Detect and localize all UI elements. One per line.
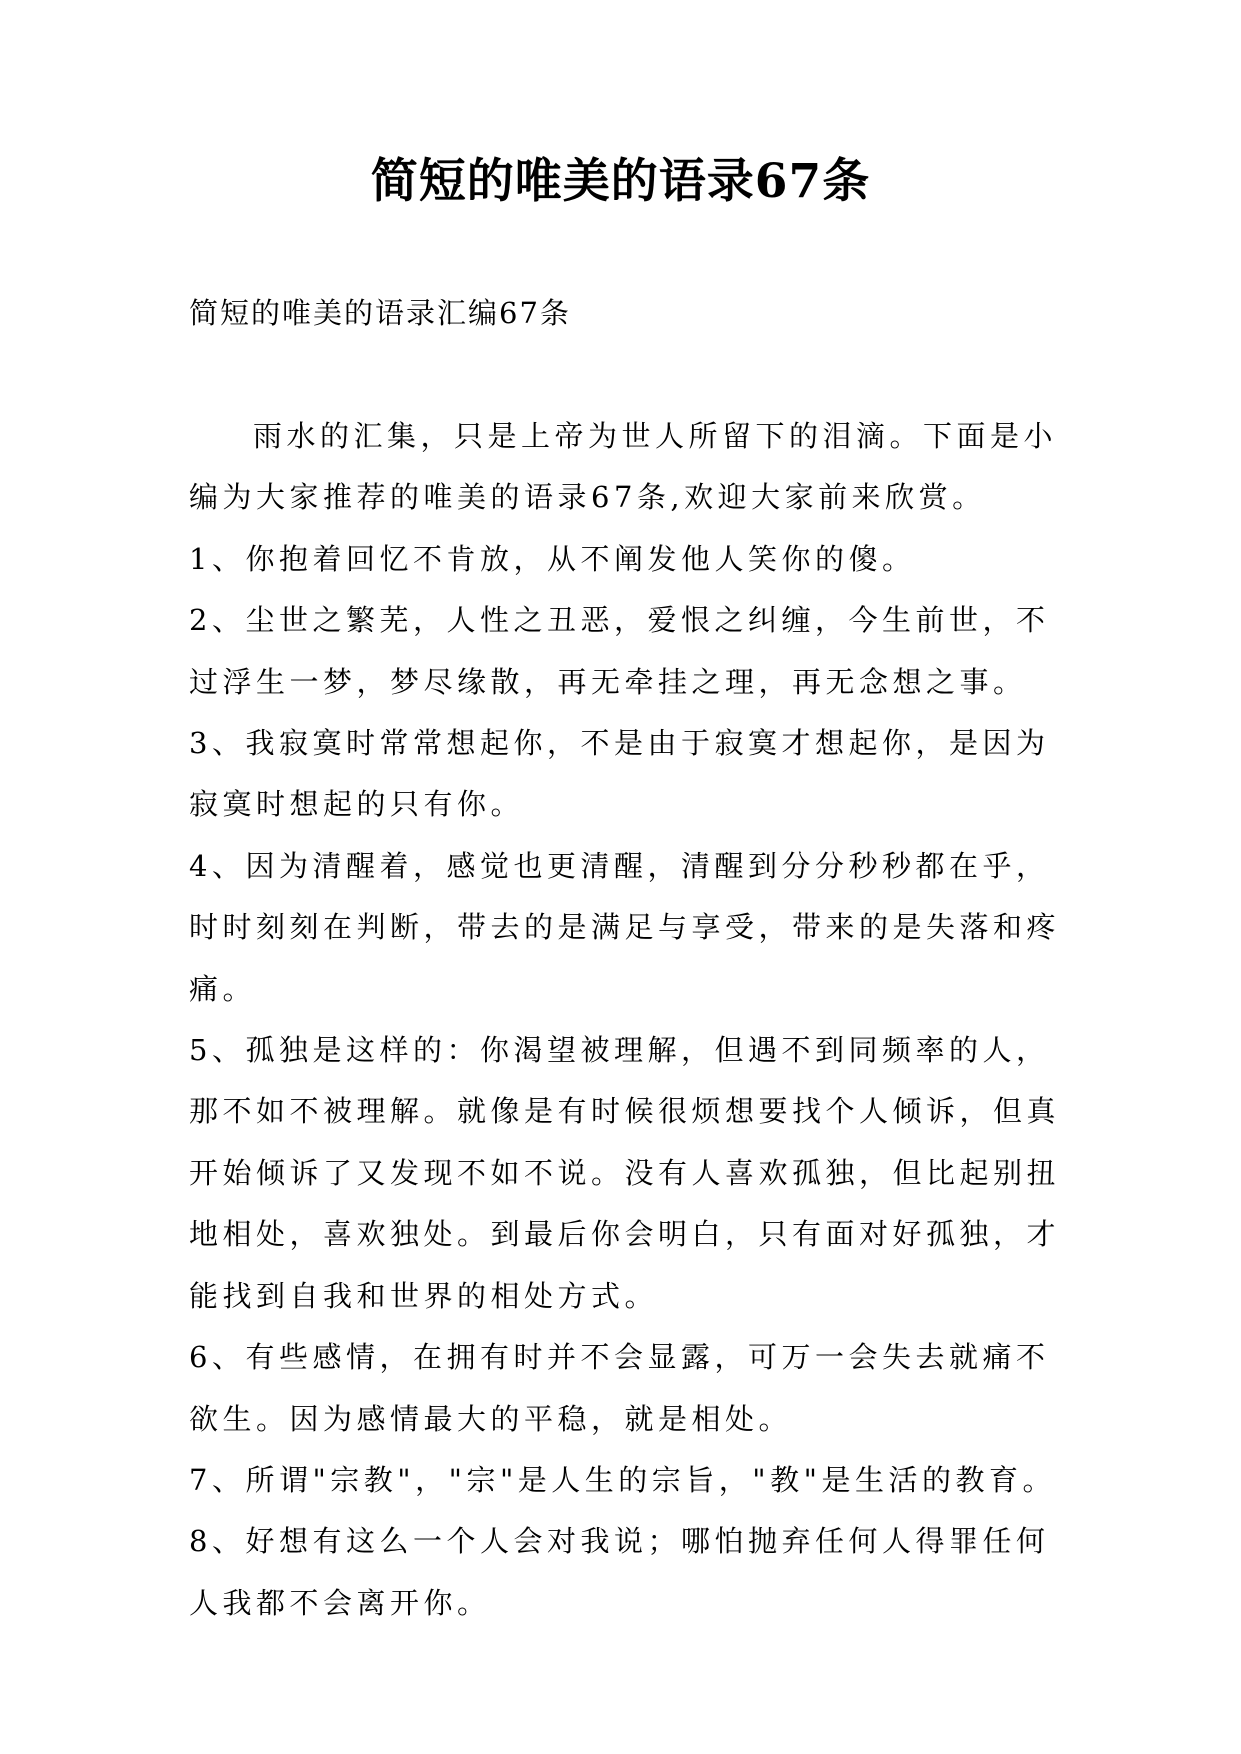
- quote-item-6: 6、有些感情，在拥有时并不会显露，可万一会失去就痛不欲生。因为感情最大的平稳，就是相处。: [189, 1340, 1050, 1436]
- document-body: [189, 406, 1069, 1634]
- quote-item-3: 3、我寂寞时常常想起你，不是由于寂寞才想起你，是因为寂寞时想起的只有你。: [189, 726, 1050, 822]
- quote-item-8: 8、好想有这么一个人会对我说；哪怕抛弃任何人得罪任何人我都不会离开你。: [189, 1524, 1050, 1620]
- quote-item-4: 4、因为清醒着，感觉也更清醒，清醒到分分秒秒都在乎，时时刻刻在判断，带去的是满足与享受，带来的是失落和疼痛。: [189, 848, 1061, 1006]
- quote-item-5: 5、孤独是这样的：你渴望被理解，但遇不到同频率的人，那不如不被理解。就像是有时候很烦想要找个人倾诉，但真开始倾诉了又发现不如不说。没有人喜欢孤独，但比起别扭地相处，喜欢独处。到最后你会明白，只有面对好孤独，才能找到自我和世界的相处方式。: [189, 1033, 1061, 1313]
- intro-paragraph: 雨水的汇集，只是上帝为世人所留下的泪滴。下面是小编为大家推荐的唯美的语录67条,欢迎大家前来欣赏。: [189, 419, 1058, 515]
- quote-item-1: 1、你抱着回忆不肯放，从不阐发他人笑你的傻。: [189, 541, 916, 576]
- document-title: 简短的唯美的语录67条: [370, 154, 871, 209]
- quote-item-7: 7、所谓"宗教"，"宗"是人生的宗旨，"教"是生活的教育。: [189, 1462, 1056, 1497]
- quote-item-2: 2、尘世之繁芜，人性之丑恶，爱恨之纠缠，今生前世，不过浮生一梦，梦尽缘散，再无牵挂之理，再无念想之事。: [189, 603, 1050, 699]
- document-subtitle: 简短的唯美的语录汇编67条: [189, 296, 571, 330]
